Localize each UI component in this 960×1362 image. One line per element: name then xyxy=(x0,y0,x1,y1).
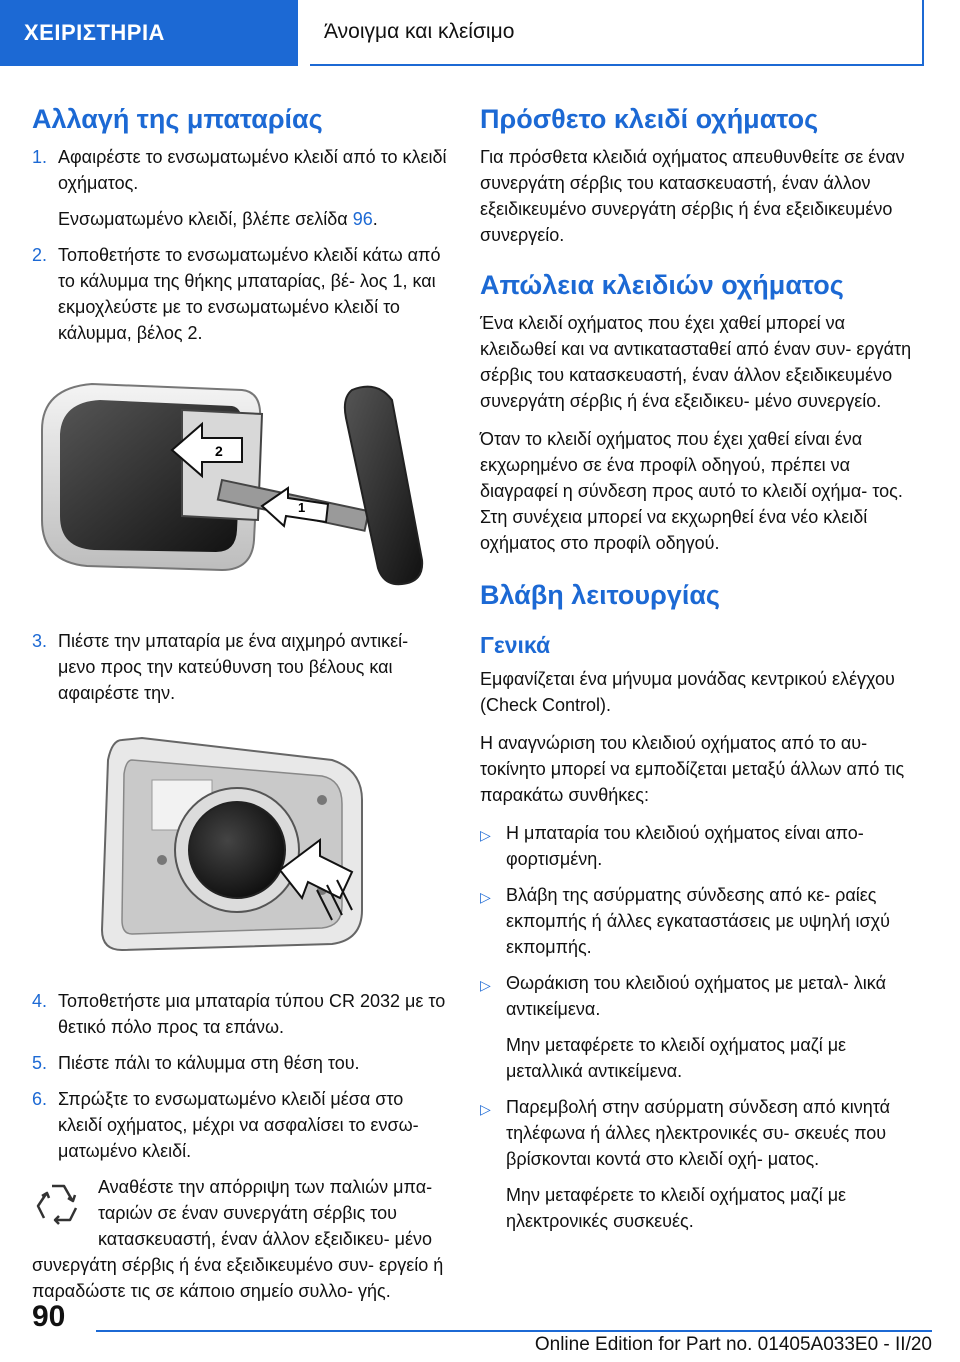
step-1-note xyxy=(58,206,450,232)
step-4 xyxy=(32,988,450,1040)
general-paragraph-1: Εμφανίζεται ένα μήνυμα μονάδας κεντρικού ελέγχου (Check Control). xyxy=(480,669,895,715)
key-cover-illustration xyxy=(32,370,450,600)
step-5 xyxy=(32,1050,450,1076)
battery-change-heading: Αλλαγή της μπαταρίας xyxy=(32,104,323,134)
condition-text: Θωράκιση του κλειδιού οχήματος με μεταλ- λικά αντικείμενα. xyxy=(506,973,886,1019)
note-suffix: . xyxy=(372,209,378,229)
chapter-title: Άνοιγμα και κλείσιμο xyxy=(324,20,515,43)
recycling-note xyxy=(32,1174,450,1304)
condition-text: Βλάβη της ασύρματης σύνδεσης από κε- ραίες εκπομπής ή άλλες εγκαταστάσεις με υψηλή ισχύ εκπομπής. xyxy=(506,885,890,957)
footer-divider xyxy=(96,1330,932,1332)
malfunction-heading: Βλάβη λειτουργίας xyxy=(480,580,720,610)
extra-key-heading: Πρόσθετο κλειδί οχήματος xyxy=(480,104,819,134)
triangle-bullet-icon: ▷ xyxy=(480,1101,491,1117)
condition-item xyxy=(480,970,920,1022)
triangle-bullet-icon: ▷ xyxy=(480,977,491,993)
step-6 xyxy=(32,1086,450,1164)
general-paragraph-2: Η αναγνώριση του κλειδιού οχήματος από το αυ- τοκίνητο μπορεί να εμποδίζεται μεταξύ άλλων από τις παρακάτω συνθήκες: xyxy=(480,733,905,805)
note-text: Ενσωματωμένο κλειδί, βλέπε σελίδα xyxy=(58,209,353,229)
step-number: 6. xyxy=(32,1089,48,1109)
step-number: 1. xyxy=(32,147,48,167)
page-number: 90 xyxy=(32,1300,66,1333)
section-title: ΧΕΙΡΙΣΤΗΡΙΑ xyxy=(24,20,165,45)
step-number: 5. xyxy=(32,1053,48,1073)
battery-illustration xyxy=(32,730,450,960)
page-link[interactable]: 96 xyxy=(352,209,373,229)
section-header xyxy=(0,0,298,66)
general-subheading: Γενικά xyxy=(480,632,551,658)
lost-keys-heading: Απώλεια κλειδιών οχήματος xyxy=(480,270,844,300)
left-column xyxy=(32,102,450,1304)
condition-text: Παρεμβολή στην ασύρματη σύνδεση από κινητά τηλέφωνα ή άλλες ηλεκτρονικές συ- σκευές που βρίσκονται κοντά στο κλειδί οχή- ματος. xyxy=(506,1097,891,1169)
condition-item xyxy=(480,882,920,960)
condition-item xyxy=(480,820,920,872)
step-number: 3. xyxy=(32,631,48,651)
step-2 xyxy=(32,242,450,346)
step-text: Τοποθετήστε μια μπαταρία τύπου CR 2032 με το θετικό πόλο προς τα επάνω. xyxy=(58,991,446,1037)
step-number: 4. xyxy=(32,991,48,1011)
triangle-bullet-icon: ▷ xyxy=(480,827,491,843)
condition-text: Η μπαταρία του κλειδιού οχήματος είναι απο- φορτισμένη. xyxy=(506,823,864,869)
arrow-label-1: 1 xyxy=(298,500,306,515)
step-text: Πιέστε την μπαταρία με ένα αιχμηρό αντικεί- μενο προς την κατεύθυνση του βέλους και αφαιρέστε την. xyxy=(58,631,409,703)
condition-note: Μην μεταφέρετε το κλειδί οχήματος μαζί με ηλεκτρονικές συσκευές. xyxy=(506,1185,847,1231)
edition-text: Online Edition for Part no. 01405A033E0 - II/20 xyxy=(534,1334,932,1355)
extra-key-text: Για πρόσθετα κλειδιά οχήματος απευθυνθείτε σε έναν συνεργάτη σέρβις του κατασκευαστή, έναν άλλον εξειδικευμένο συνεργάτη σέρβις ή ένα εξειδικευμένο συνεργείο. xyxy=(480,147,905,245)
condition-note: Μην μεταφέρετε το κλειδί οχήματος μαζί με μεταλλικά αντικείμενα. xyxy=(506,1035,847,1081)
step-text: Σπρώξτε το ενσωματωμένο κλειδί μέσα στο κλειδί οχήματος, μέχρι να ασφαλίσει το ενσω- ματωμένο κλειδί. xyxy=(58,1089,419,1161)
recycle-icon xyxy=(32,1178,84,1230)
lost-keys-paragraph-2: Όταν το κλειδί οχήματος που έχει χαθεί είναι ένα εκχωρημένο σε ένα προφίλ οδηγού, πρέπει να διαγραφεί η σύνδεση προς αυτό το κλειδί οχήμα- τος. Στη συνέχεια μπορεί να εκχωρηθεί ένα νέο κλειδί οχήματος στο προφίλ οδηγού. xyxy=(480,429,903,553)
step-text: Τοποθετήστε το ενσωματωμένο κλειδί κάτω από το κάλυμμα της θήκης μπαταρίας, βέ- λος 1, και εκμοχλεύστε με το ενσωματωμένο κλειδί το κάλυμμα, βέλος 2. xyxy=(58,245,441,343)
step-text: Αφαιρέστε το ενσωματωμένο κλειδί από το κλειδί οχήματος. xyxy=(58,147,447,193)
step-number: 2. xyxy=(32,245,48,265)
lost-keys-paragraph-1: Ένα κλειδί οχήματος που έχει χαθεί μπορεί να κλειδωθεί και να αντικατασταθεί από έναν συν- εργάτη σέρβις του κατασκευαστή, έναν άλλον εξειδικευμένο συνεργάτη σέρβις ή ένα εξειδικευ- μένο συνεργείο. xyxy=(480,313,912,411)
condition-item xyxy=(480,1094,920,1172)
triangle-bullet-icon: ▷ xyxy=(480,889,491,905)
arrow-label-2: 2 xyxy=(215,443,223,459)
step-1 xyxy=(32,144,450,196)
step-text: Πιέστε πάλι το κάλυμμα στη θέση του. xyxy=(58,1053,360,1073)
chapter-header xyxy=(310,0,924,66)
recycling-text: Αναθέστε την απόρριψη των παλιών μπα- ταριών σε έναν συνεργάτη σέρβις του κατασκευαστή, έναν άλλον εξειδικευ- μένο συνεργάτη σέρβις ή ένα εξειδικευμένο συν- εργείο ή παραδώστε τις σε κάποιο σημείο συλλο- γής. xyxy=(32,1177,444,1301)
step-3 xyxy=(32,628,450,706)
right-column xyxy=(480,102,920,1244)
